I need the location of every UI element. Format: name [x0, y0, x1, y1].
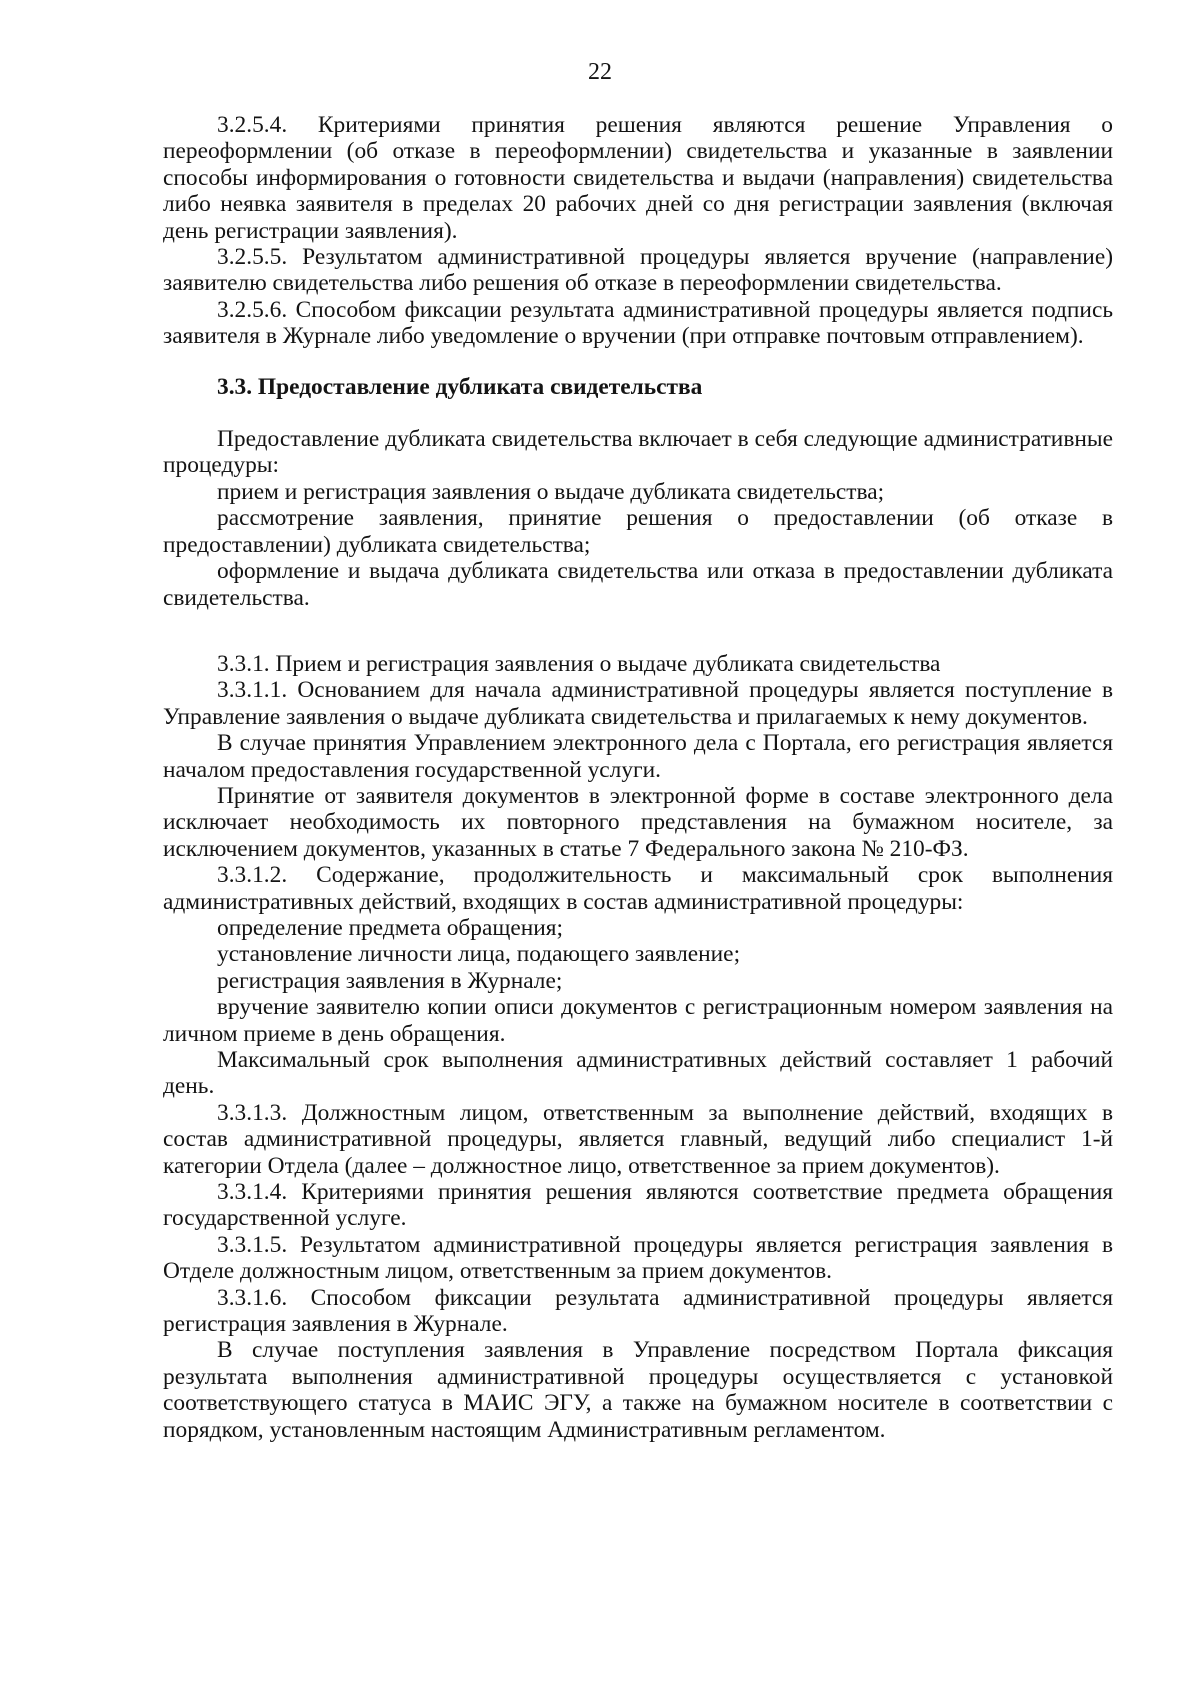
paragraph-3-3-1-3: 3.3.1.3. Должностным лицом, ответственным за выполнение действий, входящих в состав административной процедуры, является главный, ведущий либо специалист 1-й категории Отдела (далее – должностное лицо, ответственное за прием документов).: [163, 1099, 1113, 1179]
subsection-heading-3-3-1: 3.3.1. Прием и регистрация заявления о выдаче дубликата свидетельства: [217, 650, 941, 677]
paragraph-3-3-1-4: 3.3.1.4. Критериями принятия решения являются соответствие предмета обращения государственной услуге.: [163, 1179, 1113, 1232]
paragraph-max-term: Максимальный срок выполнения административных действий составляет 1 рабочий день.: [163, 1047, 1113, 1100]
paragraph-portal-registration: В случае принятия Управлением электронного дела с Портала, его регистрация является началом предоставления государственной услуги.: [163, 730, 1113, 783]
paragraph-intro: Предоставление дубликата свидетельства включает в себя следующие административные процедуры:: [163, 426, 1113, 479]
list-item-action-3: регистрация заявления в Журнале;: [217, 967, 563, 994]
document-body: [163, 112, 1113, 1443]
paragraph-3-3-1-5: 3.3.1.5. Результатом административной процедуры является регистрация заявления в Отделе должностным лицом, ответственным за прием документов.: [163, 1231, 1113, 1285]
list-item-procedure-3: оформление и выдача дубликата свидетельства или отказа в предоставлении дубликата свидетельства.: [163, 558, 1113, 611]
paragraph-3-2-5-6: 3.2.5.6. Способом фиксации результата административной процедуры является подпись заявителя в Журнале либо уведомление о вручении (при отправке почтовым отправлением).: [163, 296, 1113, 350]
paragraph-3-2-5-4: 3.2.5.4. Критериями принятия решения являются решение Управления о переоформлении (об отказе в переоформлении) свидетельства и указанные в заявлении способы информирования о готовности свидетельства и выдачи (направления) свидетельства либо неявка заявителя в пределах 20 рабочих дней со дня регистрации заявления (включая день регистрации заявления).: [163, 112, 1113, 244]
paragraph-3-2-5-5: 3.2.5.5. Результатом административной процедуры является вручение (направление) заявителю свидетельства либо решения об отказе в переоформлении свидетельства.: [163, 244, 1113, 297]
list-item-action-2: установление личности лица, подающего заявление;: [217, 941, 741, 968]
paragraph-3-3-1-6: 3.3.1.6. Способом фиксации результата административной процедуры является регистрация заявления в Журнале.: [163, 1284, 1113, 1338]
paragraph-3-3-1-2: 3.3.1.2. Содержание, продолжительность и максимальный срок выполнения административных действий, входящих в состав административной процедуры:: [163, 862, 1113, 915]
list-item-procedure-2: рассмотрение заявления, принятие решения о предоставлении (об отказе в предоставлении) дубликата свидетельства;: [163, 505, 1113, 558]
list-item-action-4: вручение заявителю копии описи документов с регистрационным номером заявления на личном приеме в день обращения.: [163, 994, 1113, 1047]
section-heading-3-3: 3.3. Предоставление дубликата свидетельства: [217, 373, 703, 400]
page-number: 22: [588, 59, 612, 85]
paragraph-portal-fixation: В случае поступления заявления в Управление посредством Портала фиксация результата выполнения административной процедуры осуществляется с установкой соответствующего статуса в МАИС ЭГУ, а также на бумажном носителе в соответствии с порядком, установленным настоящим Административным регламентом.: [163, 1337, 1113, 1443]
paragraph-electronic-documents: Принятие от заявителя документов в электронной форме в составе электронного дела исключает необходимость их повторного представления на бумажном носителе, за исключением документов, указанных в статье 7 Федерального закона № 210-ФЗ.: [163, 782, 1113, 862]
list-item-action-1: определение предмета обращения;: [217, 914, 564, 941]
list-item-procedure-1: прием и регистрация заявления о выдаче дубликата свидетельства;: [217, 478, 885, 505]
paragraph-3-3-1-1: 3.3.1.1. Основанием для начала административной процедуры является поступление в Управление заявления о выдаче дубликата свидетельства и прилагаемых к нему документов.: [163, 677, 1113, 730]
